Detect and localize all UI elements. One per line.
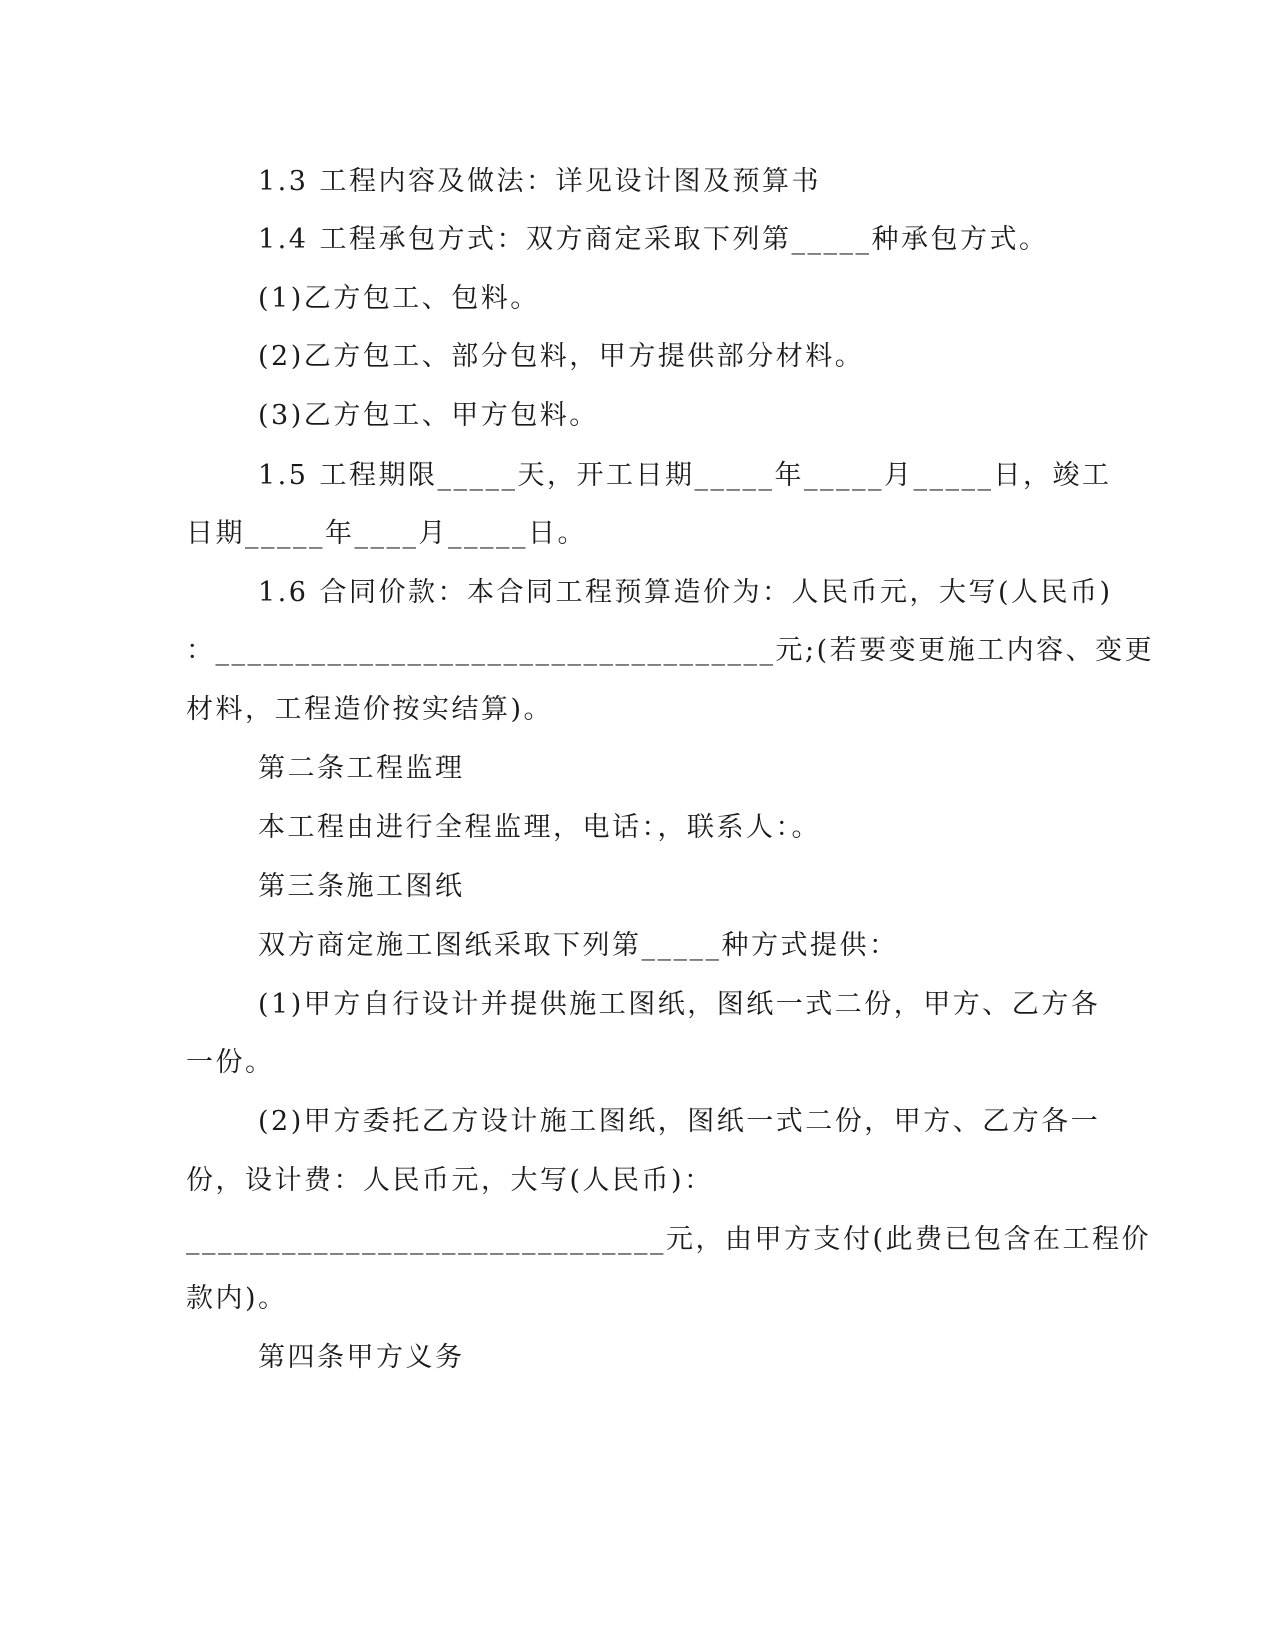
- clause-1-5: 1.5 工程期限_____天，开工日期_____年_____月_____日，竣工: [258, 460, 1112, 491]
- drawing-option-2-cont: 份，设计费：人民币元，大写(人民币)：: [186, 1165, 714, 1196]
- clause-1-6-cont: ：___________________________________元;(若要变更施工内容、变更: [186, 635, 1155, 666]
- option-2: (2)乙方包工、部分包料，甲方提供部分材料。: [258, 341, 865, 372]
- article-4-heading: 第四条甲方义务: [258, 1342, 465, 1373]
- article-2-body: 本工程由进行全程监理，电话：，联系人：。: [258, 812, 821, 843]
- clause-1-4: 1.4 工程承包方式：双方商定采取下列第_____种承包方式。: [258, 224, 1049, 255]
- drawing-option-1-cont: 一份。: [186, 1047, 275, 1078]
- clause-1-6-end: 材料，工程造价按实结算)。: [186, 694, 554, 725]
- clause-1-5-cont: 日期_____年____月_____日。: [186, 518, 587, 549]
- option-3: (3)乙方包工、甲方包料。: [258, 400, 599, 431]
- article-3-heading: 第三条施工图纸: [258, 871, 465, 902]
- article-2-heading: 第二条工程监理: [258, 753, 465, 784]
- clause-1-6: 1.6 合同价款：本合同工程预算造价为：人民币元，大写(人民币): [258, 577, 1113, 608]
- drawing-option-2: (2)甲方委托乙方设计施工图纸，图纸一式二份，甲方、乙方各一: [258, 1106, 1101, 1137]
- clause-1-3: 1.3 工程内容及做法：详见设计图及预算书: [258, 166, 822, 197]
- article-3-body: 双方商定施工图纸采取下列第_____种方式提供：: [258, 930, 899, 961]
- option-1: (1)乙方包工、包料。: [258, 283, 540, 314]
- drawing-option-1: (1)甲方自行设计并提供施工图纸，图纸一式二份，甲方、乙方各: [258, 989, 1101, 1020]
- drawing-option-2-end: 款内)。: [186, 1283, 288, 1314]
- drawing-option-2-amount: ______________________________元，由甲方支付(此费已包含在工程价: [186, 1224, 1152, 1255]
